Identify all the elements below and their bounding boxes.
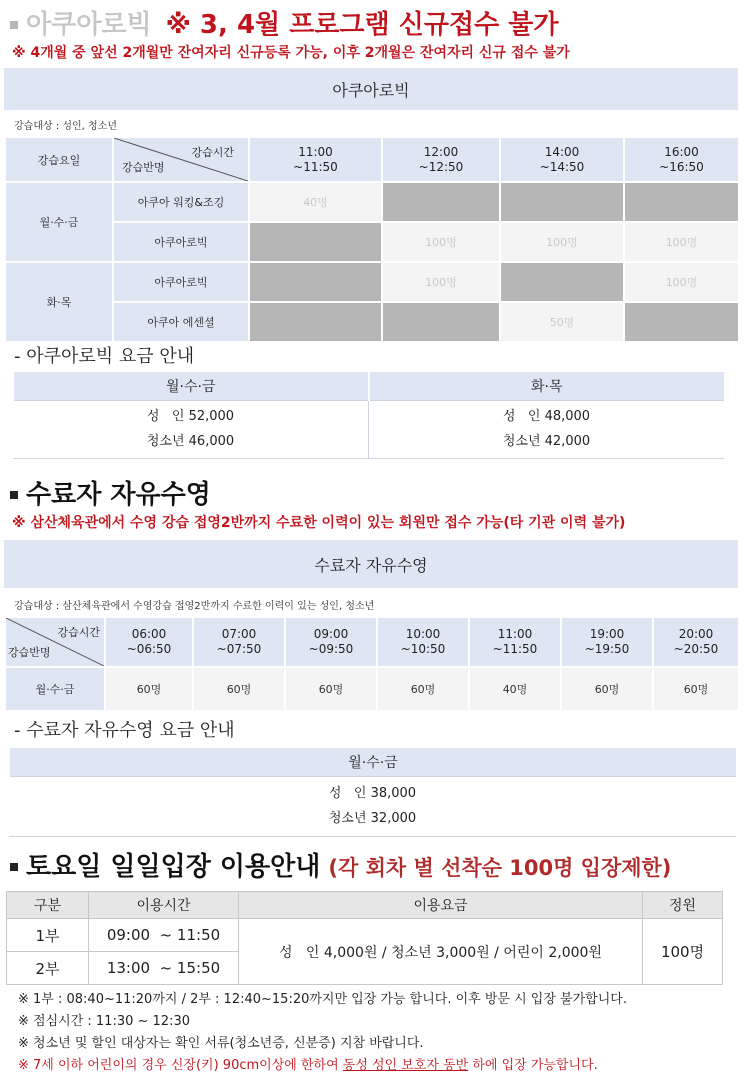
capacity-cell: 40명 <box>249 182 382 222</box>
aqua-notice-title <box>10 4 558 41</box>
note-children-post: 하에 입장 가능합니다. <box>468 1058 598 1073</box>
header-time: 강습시간 <box>57 626 100 639</box>
closed-cell <box>624 182 739 222</box>
fee-cell <box>9 776 736 836</box>
capacity-cell: 100명 <box>624 222 739 262</box>
aqua-schedule-table <box>4 136 740 343</box>
free-swim-notice: ※ 삼산체육관에서 수영 강습 접영2반까지 수료한 이력이 있는 회원만 접수 가능(타 기관 이력 불가) <box>12 515 626 531</box>
capacity-cell: 100명 <box>500 222 624 262</box>
closed-cell <box>624 302 739 342</box>
note-entry-times: ※ 1부 : 08:40~11:20까지 / 2부 : 12:40~15:20까지만 입장 가능 합니다. 이후 방문 시 입장 불가합니다. <box>18 992 627 1007</box>
saturday-table <box>6 891 723 985</box>
time-header: 19:00 ~19:50 <box>561 617 653 667</box>
time-header: 11:00 ~11:50 <box>249 137 382 182</box>
fee-youth: 청소년 46,000 <box>146 434 235 449</box>
header-class: 강습반명 <box>8 646 51 659</box>
fee-youth: 청소년 42,000 <box>502 434 591 449</box>
note-children-pre: ※ 7세 이하 어린이의 경우 신장(키) 90cm이상에 한하여 <box>18 1058 343 1073</box>
note-documents: ※ 청소년 및 할인 대상자는 확인 서류(청소년증, 신분증) 지참 바랍니다. <box>18 1036 424 1051</box>
time-header: 11:00 ~11:50 <box>469 617 561 667</box>
fee-head: 월·수·금 <box>13 372 369 400</box>
aqua-target: 강습대상 : 성인, 청소년 <box>4 112 738 136</box>
aqua-fee-table <box>12 372 724 459</box>
class-name: 아쿠아로빅 <box>113 222 249 262</box>
fee-adult: 성 인 38,000 <box>328 786 417 801</box>
class-name: 아쿠아 에센셜 <box>113 302 249 342</box>
fee-head: 화·목 <box>369 372 725 400</box>
fee-cell <box>369 400 725 458</box>
closed-cell <box>500 182 624 222</box>
header-diagonal <box>5 617 105 667</box>
header-class: 강습반명 <box>122 161 165 174</box>
free-swim-table-title: 수료자 자유수영 <box>4 540 738 588</box>
free-swim-target: 강습대상 : 삼산체육관에서 수영강습 접영2반까지 수료한 이력이 있는 성인, 청소년 <box>4 592 738 616</box>
time-range: 13:00 ~ 15:50 <box>89 952 239 985</box>
capacity-cell: 100명 <box>382 222 500 262</box>
free-swim-heading <box>10 474 211 511</box>
capacity-cell: 60명 <box>561 667 653 711</box>
time-header: 10:00 ~10:50 <box>377 617 469 667</box>
day-label: 화·목 <box>5 262 113 342</box>
capacity-cell: 60명 <box>285 667 377 711</box>
part-label: 1부 <box>7 919 89 952</box>
aqua-fee-title: - 아쿠아로빅 요금 안내 <box>14 346 195 367</box>
capacity: 100명 <box>643 919 723 985</box>
day-label: 월·수·금 <box>5 182 113 262</box>
time-header: 20:00 ~20:50 <box>653 617 739 667</box>
col-header: 정원 <box>643 892 723 919</box>
registration-sub-notice: ※ 4개월 중 앞선 2개월만 잔여자리 신규등록 가능, 이후 2개월은 잔여자리 신규 접수 불가 <box>12 45 570 61</box>
fee-head: 월·수·금 <box>9 748 736 776</box>
col-header: 이용시간 <box>89 892 239 919</box>
closed-notice: ※ 3, 4월 프로그램 신규접수 불가 <box>165 10 559 40</box>
time-header: 14:00 ~14:50 <box>500 137 624 182</box>
capacity-cell: 60명 <box>377 667 469 711</box>
saturday-limit: (각 회차 별 선착순 100명 입장제한) <box>328 856 672 880</box>
day-label: 월·수·금 <box>5 667 105 711</box>
header-diagonal <box>113 137 249 182</box>
note-lunch: ※ 점심시간 : 11:30 ~ 12:30 <box>18 1014 190 1029</box>
note-children-underline: 동성 성인 보호자 동반 <box>342 1058 469 1073</box>
fee-adult: 성 인 48,000 <box>502 409 591 424</box>
closed-cell <box>500 262 624 302</box>
fee-text: 성 인 4,000원 / 청소년 3,000원 / 어린이 2,000원 <box>239 919 643 985</box>
fee-adult: 성 인 52,000 <box>146 409 235 424</box>
time-header: 12:00 ~12:50 <box>382 137 500 182</box>
square-bullet-icon <box>10 491 18 499</box>
fee-cell <box>13 400 369 458</box>
time-header: 09:00 ~09:50 <box>285 617 377 667</box>
closed-cell <box>382 302 500 342</box>
capacity-cell: 40명 <box>469 667 561 711</box>
header-day: 강습요일 <box>5 137 113 182</box>
fee-youth: 청소년 32,000 <box>328 811 417 826</box>
closed-cell <box>249 262 382 302</box>
header-time: 강습시간 <box>191 146 234 159</box>
closed-cell <box>249 302 382 342</box>
part-label: 2부 <box>7 952 89 985</box>
capacity-cell: 60명 <box>193 667 285 711</box>
free-swim-fee-table <box>8 748 736 837</box>
closed-cell <box>382 182 500 222</box>
capacity-cell: 100명 <box>382 262 500 302</box>
capacity-cell: 50명 <box>500 302 624 342</box>
saturday-heading-text: 토요일 일일입장 이용안내 <box>26 852 321 882</box>
time-range: 09:00 ~ 11:50 <box>89 919 239 952</box>
time-header: 07:00 ~07:50 <box>193 617 285 667</box>
note-children <box>18 1054 598 1073</box>
saturday-heading <box>10 846 671 883</box>
col-header: 구분 <box>7 892 89 919</box>
col-header: 이용요금 <box>239 892 643 919</box>
square-bullet-icon <box>10 863 18 871</box>
square-bullet-icon <box>10 21 18 29</box>
closed-cell <box>249 222 382 262</box>
capacity-cell: 60명 <box>105 667 193 711</box>
class-name: 아쿠아 워킹&조깅 <box>113 182 249 222</box>
time-header: 16:00 ~16:50 <box>624 137 739 182</box>
capacity-cell: 60명 <box>653 667 739 711</box>
class-name: 아쿠아로빅 <box>113 262 249 302</box>
free-swim-fee-title: - 수료자 자유수영 요금 안내 <box>14 720 235 741</box>
time-header: 06:00 ~06:50 <box>105 617 193 667</box>
capacity-cell: 100명 <box>624 262 739 302</box>
free-swim-table <box>4 616 740 712</box>
program-name: 아쿠아로빅 <box>26 10 152 40</box>
free-swim-heading-text: 수료자 자유수영 <box>26 480 211 510</box>
aqua-table-title: 아쿠아로빅 <box>4 68 738 110</box>
